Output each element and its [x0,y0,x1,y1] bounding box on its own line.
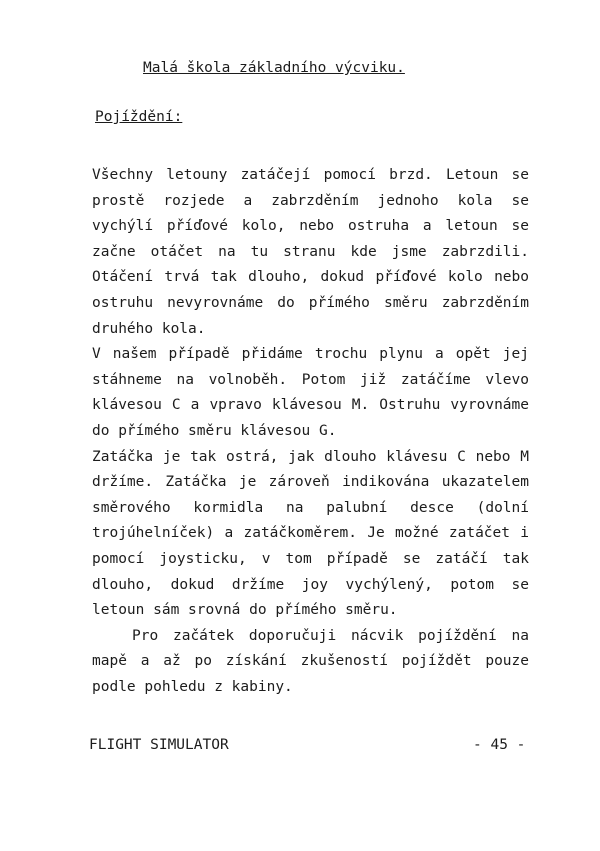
footer-book-title: FLIGHT SIMULATOR [89,737,229,753]
body-text [92,163,529,700]
paragraph-advice: Pro začátek doporučuji nácvik pojíždění na mapě a až po získání zkušeností pojíždět pouze podle pohledu z kabiny. [92,627,529,695]
page-number: - 45 - [473,737,526,753]
paragraph-turning: Zatáčka je tak ostrá, jak dlouho klávesu C nebo M držíme. Zatáčka je zároveň indikována ukazatelem směrového kormidla na palubní desce (dolní trojúhelníček) a zatáčkoměrem. Je možné zatáčet i pomocí joysticku, v tom případě se zatáčí tak dlouho, dokud držíme joy vychýlený, potom se letoun sám srovná do přímého směru. [92,448,529,619]
paragraph-throttle: V našem případě přidáme trochu plynu a opět jej stáhneme na volnoběh. Potom již zatáčíme vlevo klávesou C a vpravo klávesou M. Ostruhu vyrovnáme do přímého směru klávesou G. [92,346,529,439]
document-title: Malá škola základního výcviku. [143,60,405,76]
section-heading: Pojíždění: [95,109,183,125]
paragraph-braking: Všechny letouny zatáčejí pomocí brzd. Letoun se prostě rozjede a zabrzděním jednoho kola se vychýlí příďové kolo, nebo ostruha a letoun se začne otáčet na tu stranu kde jsme zabrzdili. Otáčení trvá tak dlouho, dokud příďové kolo nebo ostruhu nevyrovnáme do přímého směru zabrzděním druhého kola. [92,167,529,337]
